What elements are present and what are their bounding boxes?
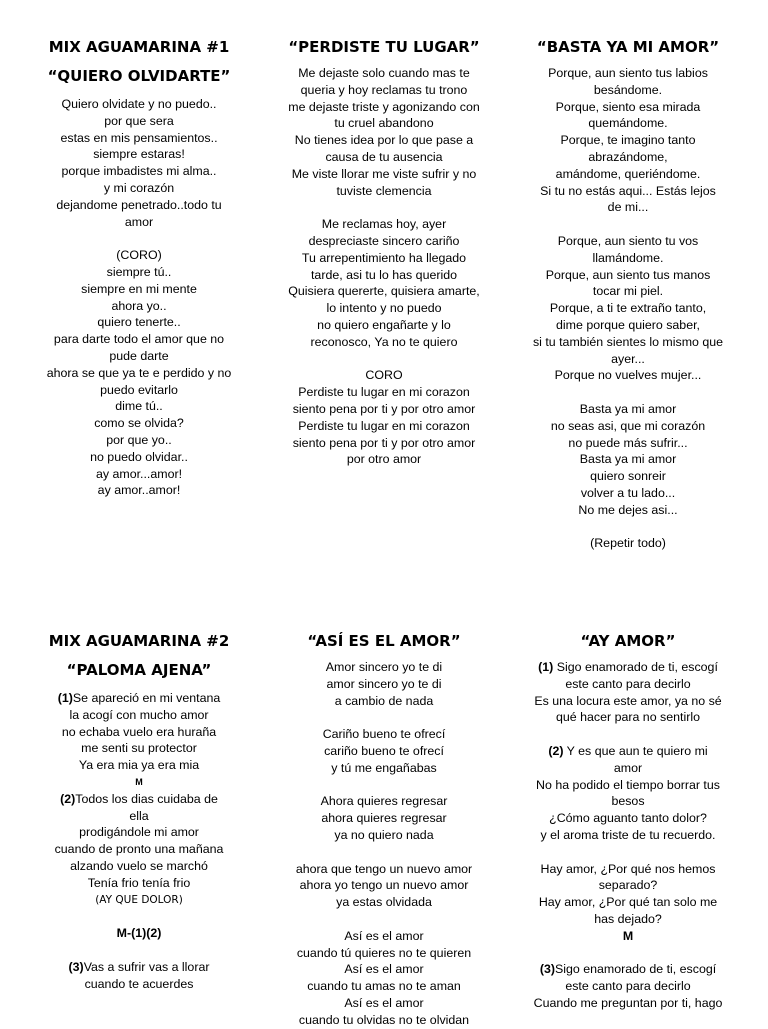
lyric-line: Cariño bueno te ofrecí	[322, 727, 446, 742]
lyric-line	[36, 976, 242, 993]
lyric-line: tu cruel abandono	[334, 116, 434, 131]
lyric-line: pude darte	[109, 348, 169, 363]
lyric-text: y el aroma triste de tu recuerdo.	[540, 827, 716, 842]
lyric-line: Me viste llorar me viste sufrir y no	[291, 166, 477, 181]
lyric-line: Porque, aun siento tu vos	[557, 233, 699, 248]
verse-number: (1)	[538, 660, 554, 674]
lyric-line: ay amor...amor!	[95, 466, 183, 481]
song-column-bottom-right	[520, 631, 736, 1012]
lyric-line: Basta ya mi amor	[579, 452, 677, 467]
stanza-gap	[520, 844, 736, 861]
lyric-line	[36, 824, 242, 841]
lyric-line: CORO	[365, 368, 403, 383]
lyric-line: lo intento y no puedo	[326, 301, 442, 316]
lyric-line: amor	[124, 214, 154, 229]
lyric-line	[36, 858, 242, 875]
lyric-line	[520, 777, 736, 794]
lyric-line	[520, 793, 736, 810]
lyric-line: cuando tu amas no te aman	[307, 979, 461, 994]
lyric-line	[36, 707, 242, 724]
lyric-text: amor	[613, 760, 643, 775]
lyric-line	[520, 827, 736, 844]
lyrics-body	[276, 65, 492, 468]
lyric-line	[520, 709, 736, 726]
lyric-line: Perdiste tu lugar en mi corazon	[298, 418, 470, 433]
stanza-gap	[36, 942, 242, 959]
lyric-line: Basta ya mi amor	[579, 401, 677, 416]
lyric-line: ahora yo tengo un nuevo amor	[299, 878, 469, 893]
lyric-line: Tu arrepentimiento ha llegado	[301, 250, 467, 265]
lyric-line: puedo evitarlo	[100, 382, 178, 397]
lyric-line: ahora quieres regresar	[321, 811, 447, 826]
lyric-line	[36, 959, 242, 976]
lyric-text: Hay amor, ¿Por qué nos hemos	[540, 861, 716, 876]
lyric-text: cuando de pronto una mañana	[54, 842, 224, 857]
stanza-gap	[36, 230, 242, 247]
lyric-line	[520, 995, 736, 1012]
stanza-gap	[276, 199, 492, 216]
lyric-text: No ha podido el tiempo borrar tus	[536, 777, 720, 792]
lyric-text: ¿Cómo aguanto tanto dolor?	[549, 811, 707, 826]
lyric-line	[36, 841, 242, 858]
lyric-line: me dejaste triste y agonizando con	[288, 99, 480, 114]
lyric-line: Porque, a ti te extraño tanto,	[549, 301, 707, 316]
lyric-line: siempre estaras!	[93, 147, 185, 162]
stanza-gap	[276, 351, 492, 368]
lyric-text: Todos los dias cuidaba de	[75, 791, 218, 806]
lyric-line: no seas asi, que mi corazón	[550, 418, 706, 433]
lyric-text: Sigo enamorado de ti, escogí	[553, 660, 718, 674]
stanza-gap	[276, 709, 492, 726]
lyric-text: este canto para decirlo	[565, 676, 691, 691]
stanza-gap	[520, 945, 736, 962]
lyric-line: no quiero engañarte y lo	[317, 317, 451, 332]
lyric-line: No me dejes asi...	[578, 502, 678, 517]
stanza-gap	[520, 216, 736, 233]
lyric-line: despreciaste sincero cariño	[308, 233, 460, 248]
lyric-line	[520, 961, 736, 978]
lyric-line	[36, 724, 242, 741]
stanza-gap	[36, 908, 242, 925]
lyric-line	[36, 740, 242, 757]
lyric-line: dime porque quiero saber,	[556, 317, 700, 332]
lyric-text: Sigo enamorado de ti, escogí	[554, 962, 717, 977]
lyric-line: quiero tenerte..	[97, 315, 181, 330]
lyrics-body	[520, 659, 736, 1012]
song-title: “AY AMOR”	[580, 632, 676, 650]
lyric-text: cuando te acuerdes	[84, 976, 194, 991]
stanza-gap	[520, 384, 736, 401]
lyric-text: Tenía frio tenía frio	[87, 875, 191, 890]
lyric-line: ahora se que ya te e perdido y no	[46, 365, 232, 380]
lyric-text: no echaba vuelo era huraña	[61, 724, 217, 739]
lyric-line: tarde, asi tu lo has querido	[310, 267, 458, 282]
lyric-line: (Repetir todo)	[590, 536, 666, 551]
lyric-line: reconosco, Ya no te quiero	[310, 334, 458, 349]
lyric-line: dime tú..	[115, 399, 163, 414]
verse-number: (2)	[60, 791, 76, 806]
lyric-line: no puedo olvidar..	[90, 449, 188, 464]
mix-title: MIX AGUAMARINA #1	[48, 38, 230, 56]
lyric-line	[36, 808, 242, 825]
lyric-line: Porque, aun siento tus labios	[548, 66, 708, 80]
lyric-line: cuando tu olvidas no te olvidan	[298, 1012, 470, 1027]
lyric-line: siempre en mi mente	[81, 281, 197, 296]
lyric-text: me senti su protector	[81, 741, 197, 756]
lyric-line: Me reclamas hoy, ayer	[321, 217, 447, 232]
lyric-text: Es una locura este amor, ya no sé	[534, 693, 722, 708]
lyric-line: ayer...	[611, 351, 645, 366]
lyric-line: no puede más sufrir...	[568, 435, 688, 450]
lyric-line: Me dejaste solo cuando mas te	[298, 66, 470, 80]
lyric-line: Amor sincero yo te di	[325, 660, 443, 674]
lyric-line: por otro amor	[346, 452, 422, 467]
lyric-text: Se apareció en mi ventana	[72, 691, 221, 705]
lyric-text: separado?	[598, 878, 658, 893]
lyric-line: quiero sonreir	[590, 469, 666, 484]
lyric-line: queria y hoy reclamas tu trono	[300, 82, 468, 97]
lyric-text: qué hacer para no sentirlo	[556, 710, 700, 725]
stanza-gap	[276, 777, 492, 794]
lyric-text: Hay amor, ¿Por qué tan solo me	[538, 895, 718, 910]
song-column-bottom-center	[276, 631, 492, 1029]
stanza-gap	[520, 519, 736, 536]
lyric-line	[520, 743, 736, 760]
song-title: “BASTA YA MI AMOR”	[536, 38, 720, 56]
lyric-line	[520, 659, 736, 676]
lyric-line: Porque, aun siento tus manos	[545, 267, 711, 282]
lyric-line	[36, 791, 242, 808]
section-marker: M	[135, 776, 143, 787]
lyric-text: prodigándole mi amor	[79, 825, 199, 840]
lyrics-body	[36, 690, 242, 992]
lyric-line	[520, 810, 736, 827]
verse-number: (1)	[57, 691, 73, 705]
mix-title: MIX AGUAMARINA #2	[48, 632, 230, 650]
section-marker: M-(1)(2)	[116, 926, 162, 941]
lyric-line: y mi corazón	[103, 180, 175, 195]
lyric-line: Porque, te imagino tanto	[560, 133, 696, 148]
lyric-line: Si tu no estás aqui... Estás lejos	[540, 183, 716, 198]
lyric-line: Quisiera quererte, quisiera amarte,	[288, 284, 480, 299]
lyric-line: de mi...	[607, 200, 649, 215]
lyric-line: Así es el amor	[344, 928, 424, 943]
lyric-text: has dejado?	[594, 911, 662, 926]
lyric-line: besándome.	[593, 82, 663, 97]
lyric-line: por que sera	[104, 113, 174, 128]
lyric-line: Ahora quieres regresar	[320, 794, 448, 809]
lyric-line	[36, 757, 242, 774]
lyric-line	[520, 894, 736, 911]
lyric-line: (CORO)	[116, 248, 162, 263]
lyric-line: por que yo..	[106, 432, 172, 447]
lyric-line: cariño bueno te ofrecí	[324, 743, 444, 758]
lyric-line: Así es el amor	[344, 995, 424, 1010]
lyrics-body	[36, 96, 242, 499]
lyric-line: ay amor..amor!	[97, 483, 181, 498]
song-title: “PERDISTE TU LUGAR”	[288, 38, 480, 56]
lyrics-body	[520, 65, 736, 552]
lyric-text: besos	[611, 794, 645, 809]
lyric-line: porque imbadistes mi alma..	[61, 164, 217, 179]
lyric-line: abrazándome,	[588, 149, 668, 164]
lyric-line	[520, 861, 736, 878]
lyric-line: si tu también sientes lo mismo que	[532, 334, 724, 349]
lyric-line: para darte todo el amor que no	[53, 332, 225, 347]
lyric-line: amándome, queriéndome.	[555, 166, 701, 181]
lyric-line: Quiero olvidate y no puedo..	[61, 97, 217, 111]
song-title: “QUIERO OLVIDARTE”	[47, 67, 231, 85]
lyric-line: ahora que tengo un nuevo amor	[295, 861, 473, 876]
verse-number: (3)	[539, 962, 555, 977]
lyric-line	[520, 676, 736, 693]
song-title: “PALOMA AJENA”	[66, 661, 212, 679]
song-column-top-right	[520, 37, 736, 552]
lyric-line	[520, 693, 736, 710]
lyric-line: Perdiste tu lugar en mi corazon	[298, 385, 470, 400]
lyric-line: ahora yo..	[111, 298, 167, 313]
lyric-line	[36, 875, 242, 892]
lyric-line	[520, 760, 736, 777]
lyric-line: siento pena por ti y por otro amor	[292, 435, 476, 450]
verse-number: (3)	[68, 959, 84, 974]
lyric-text: alzando vuelo se marchó	[70, 858, 208, 873]
lyric-line	[520, 877, 736, 894]
lyric-line: cuando tú quieres no te quieren	[296, 945, 472, 960]
lyric-line: tuviste clemencia	[336, 183, 432, 198]
lyric-line	[520, 978, 736, 995]
song-column-top-center	[276, 37, 492, 468]
verse-number: (2)	[548, 743, 564, 758]
lyric-line: dejandome penetrado..todo tu	[56, 197, 222, 212]
lyric-text: este canto para decirlo	[565, 979, 691, 994]
lyric-text: ella	[129, 808, 149, 823]
lyric-line: siento pena por ti y por otro amor	[292, 401, 476, 416]
song-column-bottom-left	[36, 631, 242, 992]
lyric-line: quemándome.	[588, 116, 668, 131]
section-marker: M	[622, 928, 634, 943]
lyric-line: (AY QUE DOLOR)	[95, 893, 183, 906]
lyric-line: ya estas olvidada	[336, 895, 432, 910]
lyric-line: amor sincero yo te di	[326, 676, 442, 691]
lyric-text: Ya era mia ya era mia	[78, 758, 200, 773]
lyric-line: a cambio de nada	[334, 693, 434, 708]
lyric-line: causa de tu ausencia	[325, 149, 443, 164]
lyric-text: la acogí con mucho amor	[69, 707, 209, 722]
lyric-line: Porque no vuelves mujer...	[554, 368, 702, 383]
lyric-line	[36, 690, 242, 707]
lyric-line: como se olvida?	[94, 416, 184, 431]
lyric-line: y tú me engañabas	[331, 760, 437, 775]
lyric-line: siempre tú..	[106, 264, 172, 279]
lyric-line: Porque, siento esa mirada	[555, 99, 701, 114]
lyric-line: No tienes idea por lo que pase a	[294, 133, 474, 148]
lyric-text: Y es que aun te quiero mi	[563, 743, 708, 758]
lyric-line: Así es el amor	[344, 962, 424, 977]
lyric-line: ya no quiero nada	[334, 827, 434, 842]
song-column-top-left	[36, 37, 242, 499]
lyric-line: llamándome.	[592, 250, 664, 265]
stanza-gap	[276, 844, 492, 861]
lyric-line: volver a tu lado...	[580, 485, 676, 500]
song-title: “ASÍ ES EL AMOR”	[307, 632, 461, 650]
stanza-gap	[276, 911, 492, 928]
lyric-text: Vas a sufrir vas a llorar	[83, 959, 210, 974]
stanza-gap	[520, 726, 736, 743]
lyric-line: tocar mi piel.	[592, 284, 664, 299]
lyric-text: Cuando me preguntan por ti, hago	[533, 995, 723, 1010]
lyrics-body	[276, 659, 492, 1029]
lyric-line	[520, 911, 736, 928]
lyric-line: estas en mis pensamientos..	[60, 130, 218, 145]
